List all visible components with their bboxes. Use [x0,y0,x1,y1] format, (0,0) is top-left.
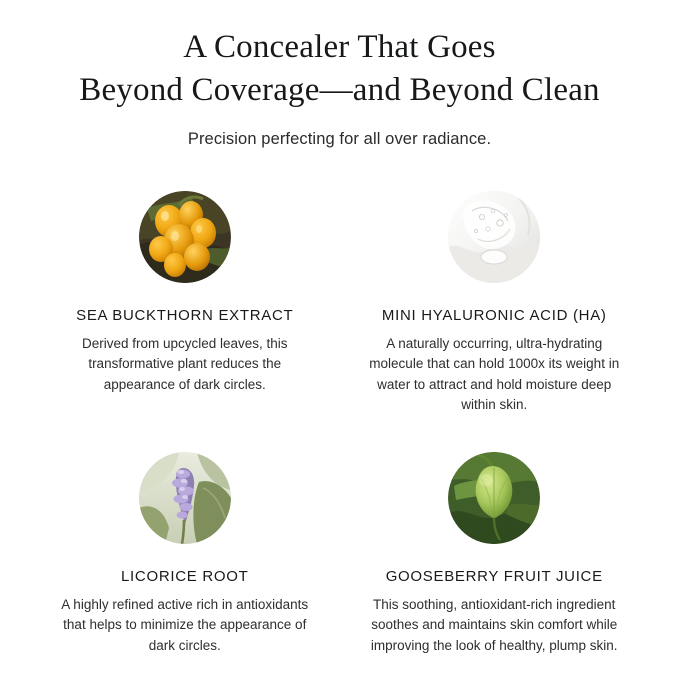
ingredient-description: This soothing, antioxidant-rich ingredient soothes and maintains skin comfort while improving the look of healthy, plump skin. [370,596,618,653]
ingredient-title: LICORICE ROOT [121,567,249,585]
ingredient-description: A naturally occurring, ultra-hydrating molecule that can hold 1000x its weight in water to attract and hold moisture deep within skin. [369,335,620,413]
ingredient-title: SEA BUCKTHORN EXTRACT [76,306,294,324]
page-title-line-2: Beyond Coverage—and Beyond Clean [79,71,600,108]
ingredient-item [30,452,340,657]
page-subtitle: Precision perfecting for all over radiance. [187,129,492,148]
sea-buckthorn-berries-image [139,191,231,283]
ingredient-title: MINI HYALURONIC ACID (HA) [381,306,607,324]
ingredient-item [30,191,340,416]
page-title-line-1: A Concealer That Goes [183,29,496,65]
hyaluronic-acid-gel-image [448,191,540,283]
licorice-root-flower-image [139,452,231,544]
ingredient-description: A highly refined active rich in antioxidants that helps to minimize the appearance of dark circles. [61,596,309,653]
ingredient-item [340,452,650,657]
gooseberry-fruit-image [448,452,540,544]
ingredient-title: GOOSEBERRY FRUIT JUICE [385,567,603,585]
ingredient-description: Derived from upcycled leaves, this transformative plant reduces the appearance of dark circles. [81,335,288,392]
page-title [30,26,649,112]
ingredient-grid [30,191,649,657]
ingredient-item [340,191,650,416]
